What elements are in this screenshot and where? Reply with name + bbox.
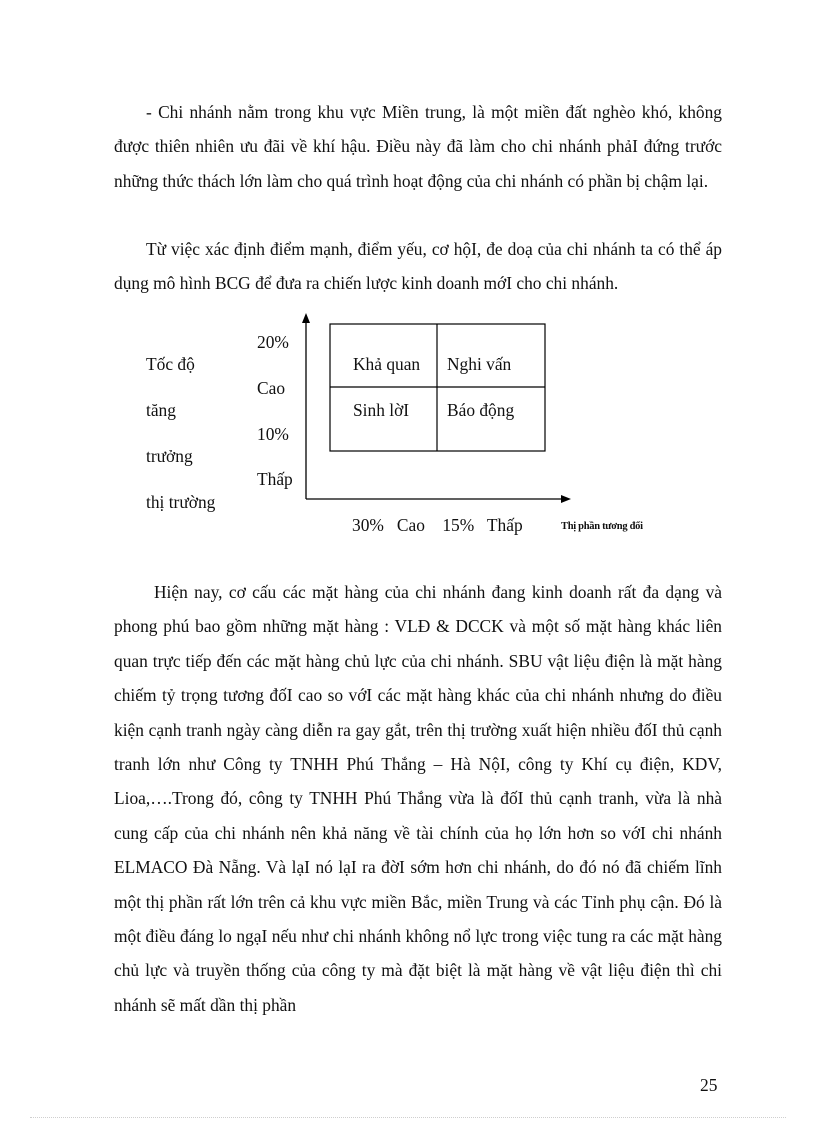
y-tick-20-percent: 20% [257,332,289,352]
y-tick-low: Thấp [257,469,293,489]
quadrant-stars: Khả quan [353,354,421,374]
page-number: 25 [700,1075,718,1095]
bcg-axes-and-grid [300,312,580,512]
y-axis-title-line-2: tăng [146,400,176,420]
y-axis-title-line-1: Tốc độ [146,354,195,374]
y-axis-title-line-4: thị trường [146,492,216,512]
y-tick-high: Cao [257,378,286,398]
footer-dotted-rule [30,1117,786,1118]
y-axis-arrowhead [302,313,310,323]
y-tick-10-percent: 10% [257,424,289,444]
quadrant-cash-cows: Sinh lờI [353,400,410,420]
x-axis-ticks: 30% Cao 15% Thấp [352,515,523,535]
paragraph-product-structure: Hiện nay, cơ cấu các mặt hàng của chi nhánh đang kinh doanh rất đa dạng và phong phú bao gồm những mặt hàng : VLĐ & DCCK và một số mặt hàng khác liên quan trực tiếp đến các mặt hàng chủ lực của chi nhánh. SBU vật liệu điện là mặt hàng chiếm tỷ trọng tương đốI cao so vớI các mặt hàng khác của chi nhánh nhưng do điều kiện cạnh tranh ngày càng diễn ra gay gắt, trên thị trường xuất hiện nhiều đốI thủ cạnh tranh lớn như Công ty TNHH Phú Thắng – Hà NộI, công ty Khí cụ điện, KDV, Lioa,….Trong đó, công ty TNHH Phú Thắng vừa là đốI thủ cạnh tranh, vừa là nhà cung cấp của chi nhánh nên khả năng về tài chính của họ lớn hơn so vớI chi nhánh ELMACO Đà Nẵng. Và lạI nó lạI ra đờI sớm hơn chi nhánh, do đó nó đã chiếm lĩnh một thị phần rất lớn trên cả khu vực miền Bắc, miền Trung và các Tỉnh phụ cận. Đó là một điều đáng lo ngạI nếu như chi nhánh không nổ lực trong việc tung ra các mặt hàng chủ lực và truyền thống của công ty mà đặt biệt là mặt hàng về vật liệu điện thì chi nhánh sẽ mất dần thị phần [114,582,722,1015]
quadrant-dogs: Báo động [447,400,515,420]
paragraph-bcg-intro: Từ việc xác định điểm mạnh, điểm yếu, cơ hộI, đe doạ của chi nhánh ta có thể áp dụng mô hình BCG để đưa ra chiến lược kinh doanh mớI cho chi nhánh. [114,239,722,294]
quadrant-question-marks: Nghi vấn [447,354,512,374]
y-axis-title-line-3: trưởng [146,446,193,466]
x-axis-title: Thị phần tương đối [561,521,643,532]
paragraph-challenges: - Chi nhánh nằm trong khu vực Miền trung, là một miền đất nghèo khó, không được thiên nhiên ưu đãi về khí hậu. Điều này đã làm cho chi nhánh phảI đứng trước những thức thách lớn làm cho quá trình hoạt động của chi nhánh có phần bị chậm lại. [114,102,722,191]
x-axis-arrowhead [561,495,571,503]
